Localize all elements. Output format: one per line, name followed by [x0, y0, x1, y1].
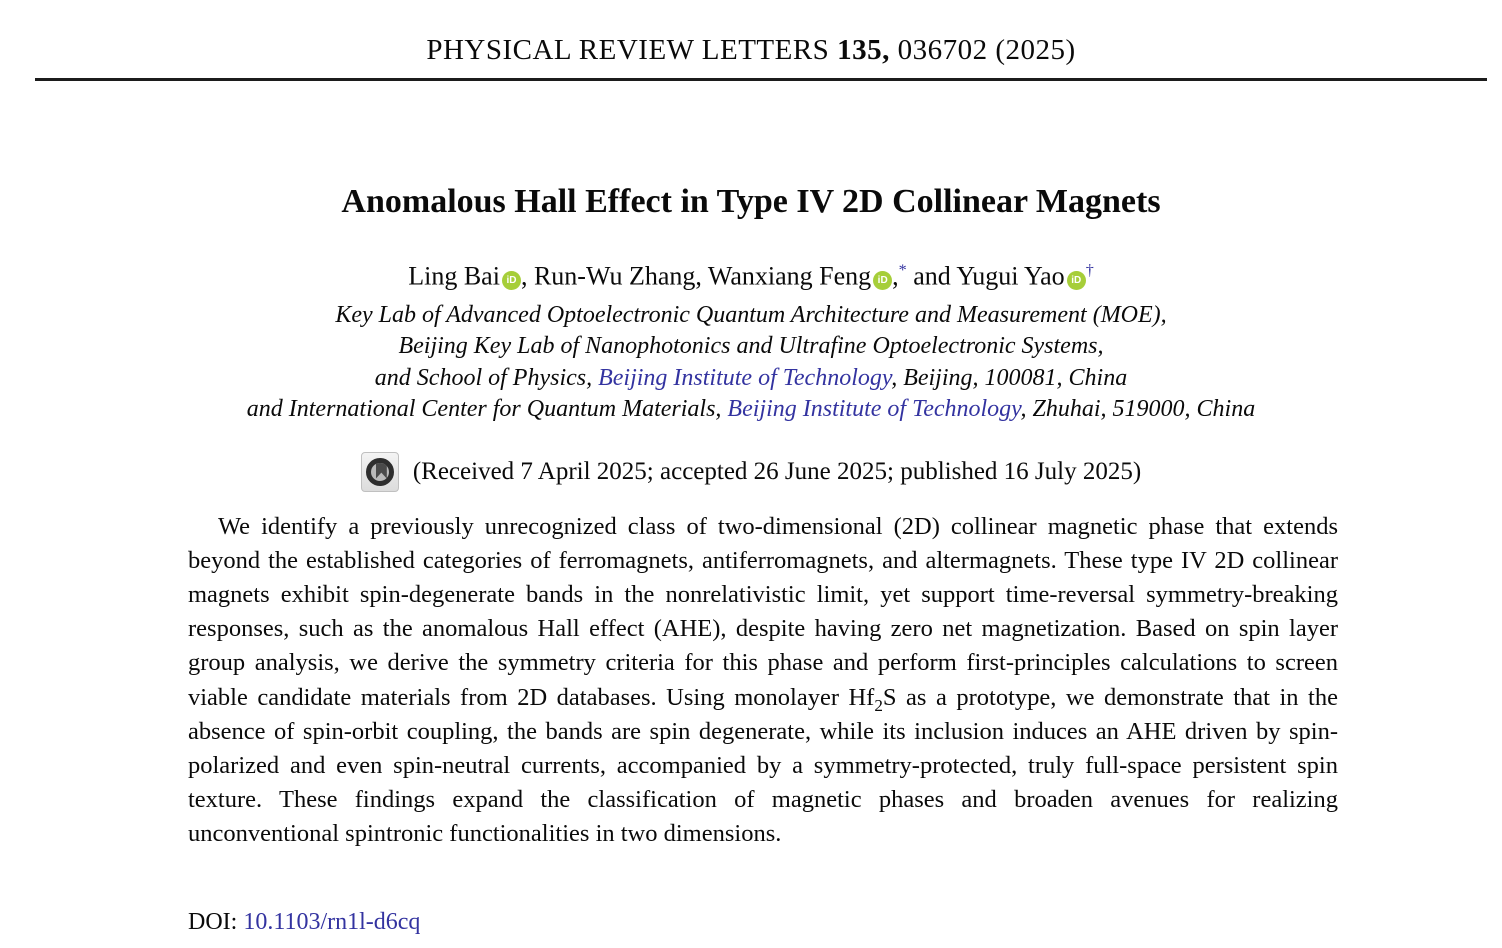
affiliation-line: Beijing Key Lab of Nanophotonics and Ultrafine Optoelectronic Systems,	[398, 333, 1104, 360]
chemical-formula-subscript: 2	[874, 695, 883, 715]
doi-label: DOI:	[188, 909, 244, 935]
orcid-icon[interactable]	[1067, 271, 1086, 290]
received-row	[0, 452, 1502, 492]
journal-header	[0, 30, 1502, 70]
affiliation-text: , Zhuhai, 519000, China	[1020, 396, 1256, 423]
crossmark-circle	[366, 458, 394, 486]
abstract-text: We identify a previously unrecognized class of two-dimensional (2D) collinear magnetic phase that extends beyond the established categories of ferromagnets, antiferromagnets, and altermagnets. These type IV 2D collinear magnets exhibit spin-degenerate bands in the nonrelativistic limit, yet support time-reversal symmetry-breaking responses, such as the anomalous Hall effect (AHE), despite having zero net magnetization. Based on spin layer group analysis, we derive the symmetry criteria for this phase and perform first-principles calculations to screen viable candidate materials from 2D databases. Using monolayer Hf	[188, 512, 1338, 711]
article-title: Anomalous Hall Effect in Type IV 2D Collinear Magnets	[341, 183, 1161, 220]
crossmark-bookmark-glyph	[376, 460, 387, 479]
crossmark-icon[interactable]	[361, 452, 399, 492]
header-divider	[35, 78, 1487, 81]
corresponding-author-dagger[interactable]: †	[1085, 262, 1094, 279]
affiliation-line	[0, 363, 1502, 395]
author-name: Wanxiang Feng	[707, 261, 872, 291]
affiliation-line: Key Lab of Advanced Optoelectronic Quantum Architecture and Measurement (MOE),	[335, 301, 1167, 328]
abstract-text: S as a prototype, we demonstrate that in the absence of spin-orbit coupling, the bands are spin degenerate, while its inclusion induces an AHE driven by spin-polarized and even spin-neutral currents, accompanied by a symmetry-protected, truly full-space persistent spin texture. These findings expand the classification of magnetic phases and broaden avenues for realizing unconventional spintronic functionalities in two dimensions.	[188, 683, 1338, 848]
journal-name: PHYSICAL REVIEW LETTERS	[426, 34, 830, 66]
author-separator: ,	[520, 261, 534, 291]
author-name: Run-Wu Zhang	[533, 261, 696, 291]
doi-line	[188, 909, 420, 936]
institution-link[interactable]: Beijing Institute of Technology	[598, 364, 892, 391]
author-name: Ling Bai	[408, 261, 500, 291]
affiliation-text: and School of Physics,	[374, 364, 599, 391]
journal-volume: 135,	[837, 34, 890, 66]
author-separator: ,	[695, 261, 708, 291]
institution-link[interactable]: Beijing Institute of Technology	[727, 396, 1021, 423]
author-comma: ,	[892, 261, 899, 291]
orcid-icon-label: iD	[506, 274, 517, 286]
affiliations-block	[0, 300, 1502, 426]
journal-issue-info: 036702 (2025)	[897, 34, 1076, 66]
abstract-paragraph	[188, 510, 1338, 852]
orcid-icon[interactable]	[502, 271, 521, 290]
received-dates-text: (Received 7 April 2025; accepted 26 June 2025; published 16 July 2025)	[412, 457, 1142, 485]
orcid-icon[interactable]	[873, 271, 892, 290]
author-line	[0, 253, 1502, 295]
orcid-icon-label: iD	[877, 274, 888, 286]
orcid-icon-label: iD	[1071, 274, 1082, 286]
affiliation-line	[0, 394, 1502, 426]
affiliation-text: and International Center for Quantum Materials,	[246, 396, 728, 423]
author-name: Yugui Yao	[956, 261, 1065, 291]
corresponding-author-asterisk[interactable]: *	[898, 262, 907, 279]
doi-link[interactable]: 10.1103/rn1l-d6cq	[243, 909, 421, 935]
affiliation-text: , Beijing, 100081, China	[891, 364, 1128, 391]
author-and: and	[906, 261, 957, 291]
